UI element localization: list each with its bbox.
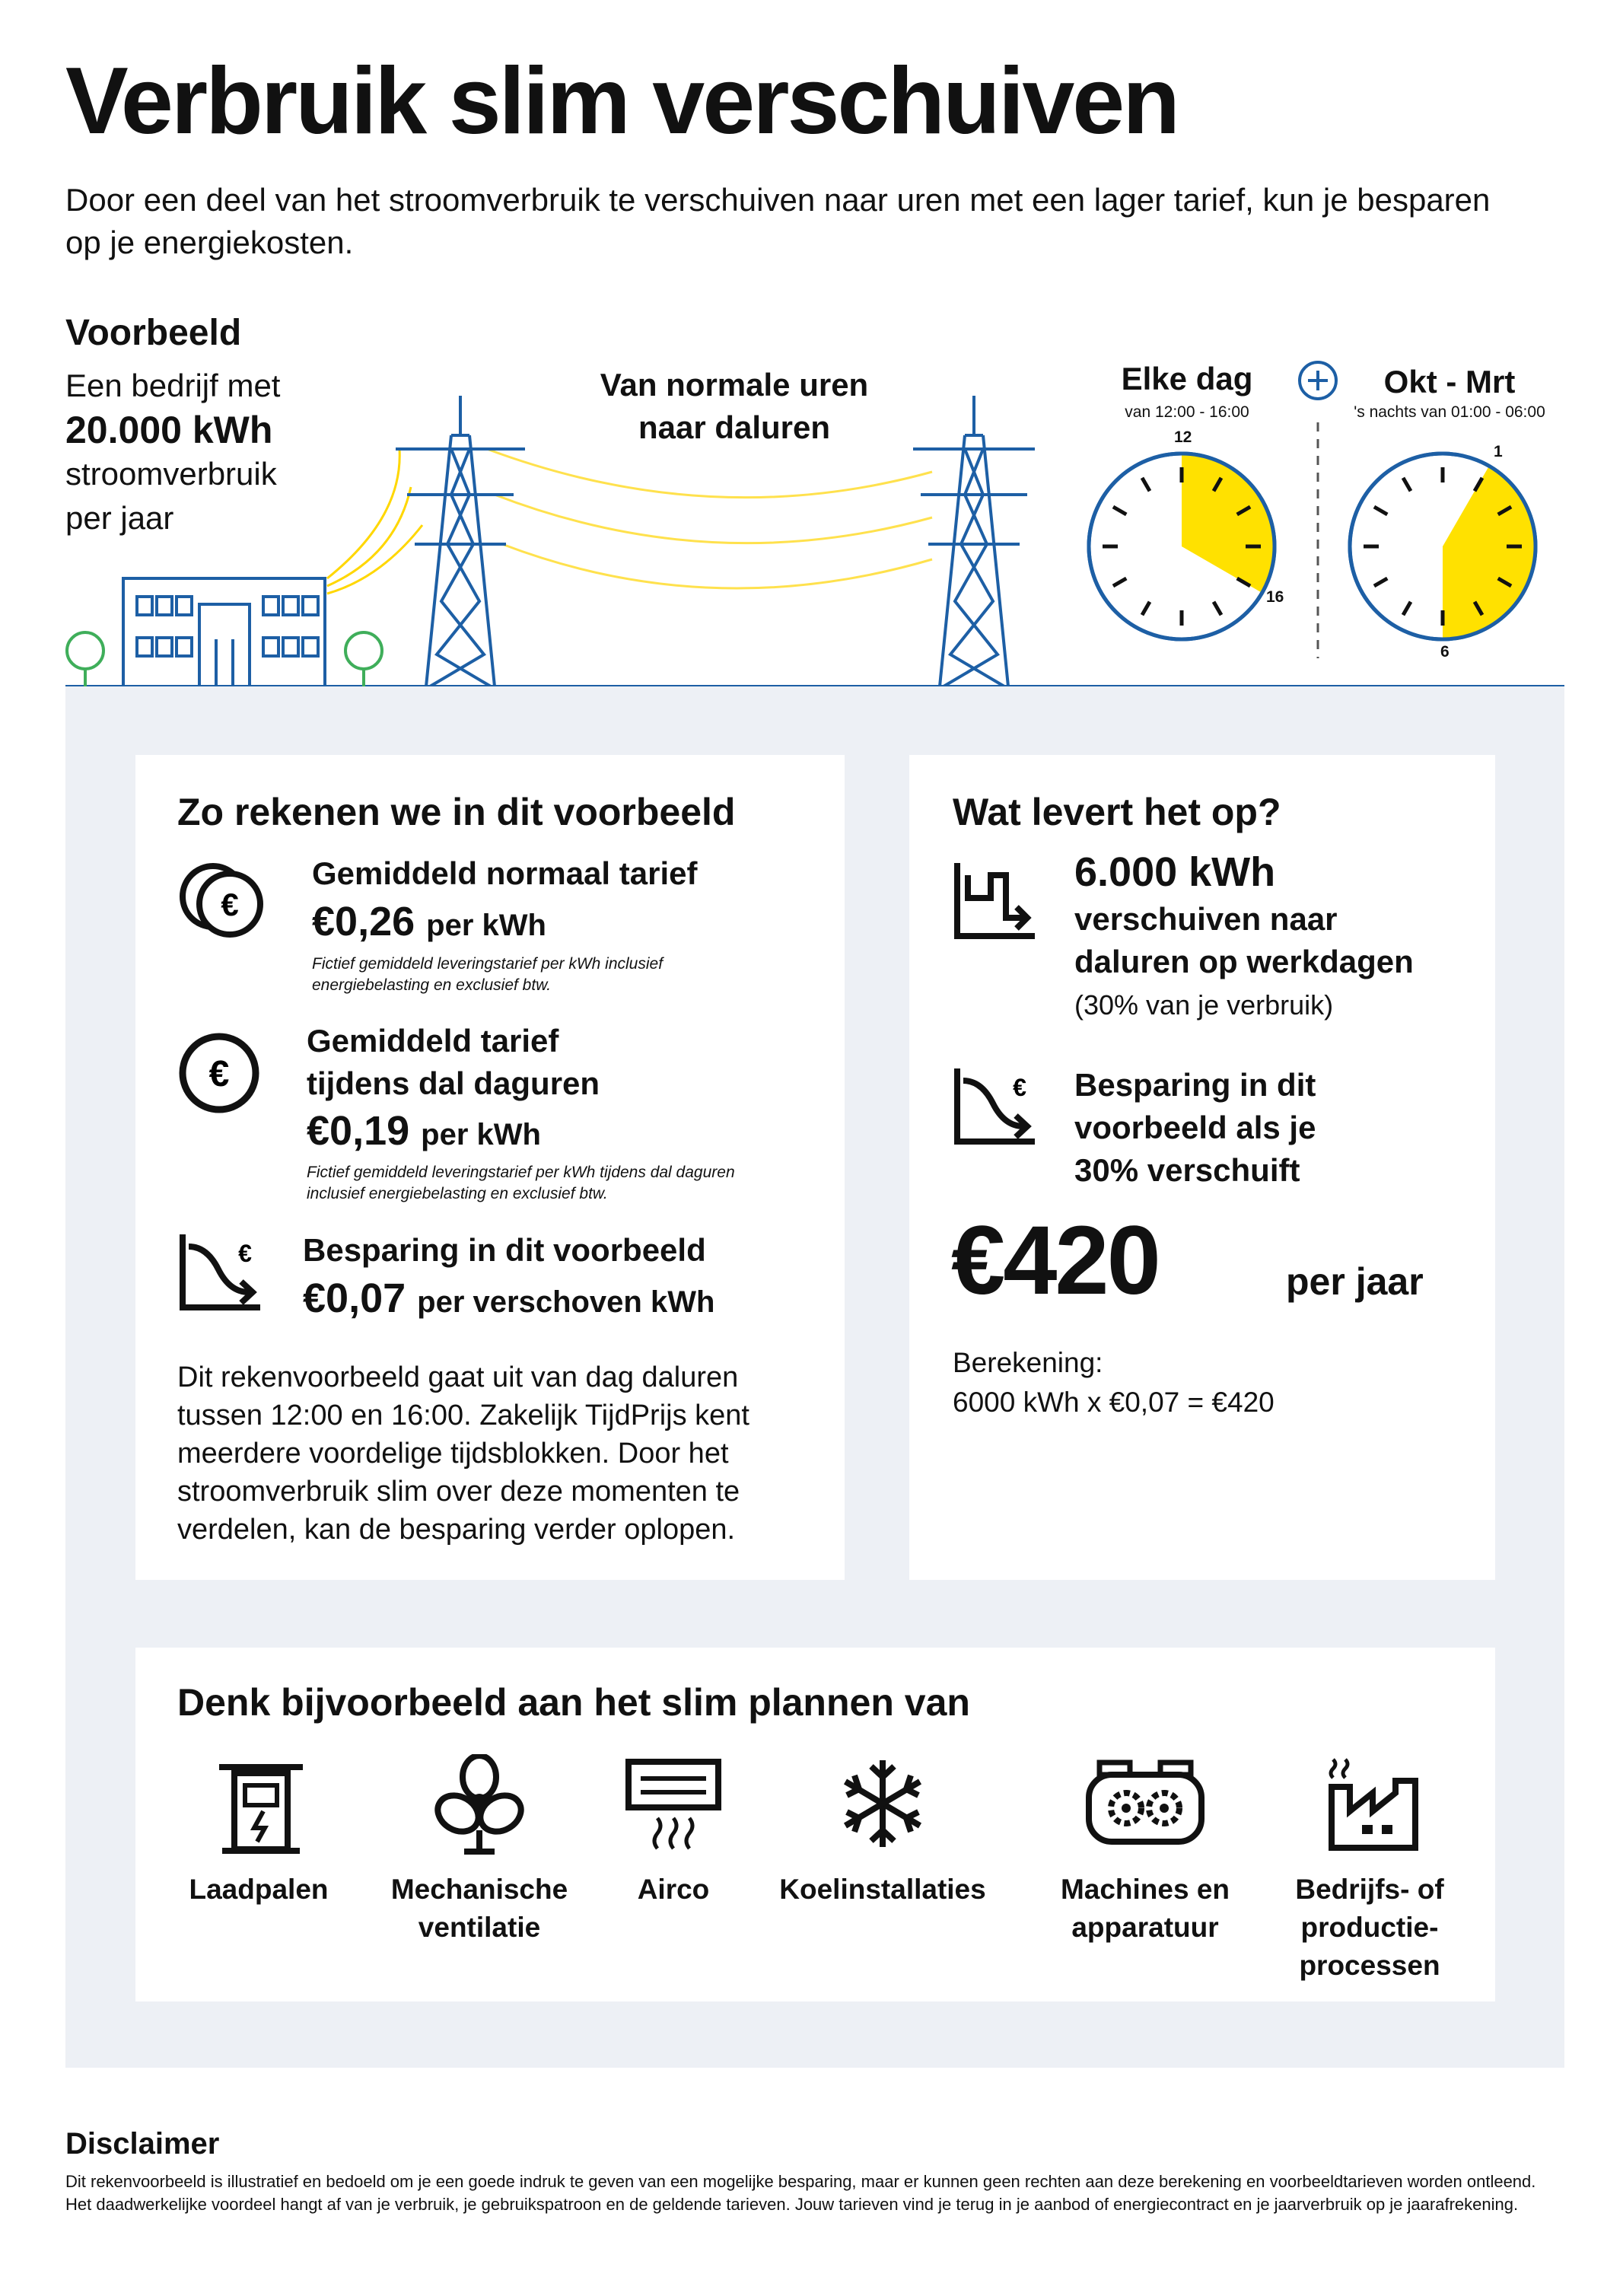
example-line-4: per jaar (65, 500, 174, 536)
clock-night-label-start: 1 (1494, 443, 1503, 460)
dal-tariff-label-1: Gemiddeld tarief (307, 1023, 559, 1059)
clock-night-icon (1350, 454, 1535, 639)
result-kwh-line-3: daluren op werkdagen (1074, 944, 1414, 979)
result-kwh-note: (30% van je verbruik) (1074, 989, 1334, 1021)
charging-station-icon (212, 1758, 310, 1857)
result-amount-unit: per jaar (1286, 1260, 1424, 1303)
plan-label: Bedrijfs- of productie- processen (1295, 1874, 1444, 1981)
dal-tariff-unit: per kWh (421, 1118, 541, 1151)
saving-unit: per verschoven kWh (417, 1285, 715, 1319)
example-line-3: stroomverbruik (65, 456, 277, 492)
snowflake-icon (833, 1754, 932, 1853)
clock-day-label-end: 16 (1266, 588, 1284, 606)
normal-tariff-label: Gemiddeld normaal tarief (312, 855, 698, 891)
intro-text: Door een deel van het stroomverbruik te verschuiven naar uren met een lager tarief, kun je besparen op je energiekosten. (65, 182, 1491, 260)
normal-tariff-price (312, 898, 546, 945)
svg-text:€: € (221, 887, 239, 922)
svg-text:€: € (238, 1240, 252, 1267)
calc-formula-label: Berekening: (953, 1347, 1103, 1378)
normal-tariff-unit: per kWh (426, 909, 546, 942)
saving-chart-icon (177, 1231, 268, 1315)
clock-night-sub: 's nachts van 01:00 - 06:00 (1354, 403, 1545, 421)
result-saving-label (1074, 1064, 1316, 1192)
shift-chart-icon (951, 860, 1042, 944)
plan-label: Laadpalen (189, 1874, 329, 1905)
disclaimer-heading: Disclaimer (65, 2127, 220, 2161)
svg-text:€: € (1013, 1074, 1026, 1101)
result-kwh-line-2: verschuiven naar (1074, 901, 1338, 937)
tree-icon (345, 632, 382, 686)
clock-night-label-end: 6 (1440, 643, 1450, 661)
result-kwh-lines (1074, 898, 1414, 983)
result-saving-line-3: 30% verschuift (1074, 1152, 1300, 1188)
cables-building (327, 449, 422, 594)
saving-chart-icon (951, 1065, 1042, 1149)
shift-label-line-1: Van normale uren (600, 367, 869, 403)
clock-day-title: Elke dag (1121, 361, 1253, 396)
plan-label: Koelinstallaties (779, 1874, 986, 1905)
plan-label: Airco (637, 1874, 710, 1905)
normal-tariff-value: €0,26 (312, 899, 415, 944)
calc-paragraph: Dit rekenvoorbeeld gaat uit van dag daluren tussen 12:00 en 16:00. Zakelijk TijdPrijs kent meerdere voordelige tijdsblokken. Door het stroomverbruik slim over deze momenten te verdelen, kan de besparing verder oplopen. (177, 1361, 749, 1546)
euro-icon (175, 1029, 266, 1120)
result-amount: €420 (951, 1206, 1159, 1315)
calc-formula: 6000 kWh x €0,07 = €420 (953, 1387, 1275, 1418)
result-kwh: 6.000 kWh (1074, 849, 1276, 895)
page-title: Verbruik slim verschuiven (65, 49, 1178, 154)
plan-label: Machines en apparatuur (1060, 1874, 1230, 1943)
factory-icon (1322, 1750, 1421, 1853)
svg-text:€: € (208, 1054, 230, 1094)
clock-day-sub: van 12:00 - 16:00 (1125, 403, 1249, 421)
pylon-icon (396, 396, 525, 686)
dal-tariff-label-2: tijdens dal daguren (307, 1065, 600, 1101)
clock-day-icon (1089, 454, 1275, 639)
normal-tariff-note: Fictief gemiddeld leveringstarief per kWh inclusief energiebelasting en exclusief btw. (312, 955, 664, 994)
plan-label: Mechanische ventilatie (390, 1874, 568, 1943)
shift-label-line-2: naar daluren (638, 409, 831, 445)
dal-tariff-note: Fictief gemiddeld leveringstarief per kWh tijdens dal daguren inclusief energiebelasting en exclusief btw. (307, 1164, 735, 1202)
tree-icon (67, 632, 103, 686)
dal-tariff-label (307, 1020, 600, 1105)
energy-illustration (0, 0, 1623, 700)
dal-tariff-value: €0,19 (307, 1108, 410, 1154)
pylon-icon (913, 396, 1035, 686)
cables-pylons (487, 449, 932, 588)
dal-tariff-price (307, 1107, 541, 1154)
saving-price (303, 1275, 714, 1322)
result-saving-line-1: Besparing in dit (1074, 1067, 1316, 1103)
plan-heading: Denk bijvoorbeeld aan het slim plannen van (177, 1681, 970, 1724)
result-heading: Wat levert het op? (953, 791, 1281, 833)
calc-heading: Zo rekenen we in dit voorbeeld (177, 791, 736, 833)
clock-day-label-start: 12 (1174, 428, 1192, 446)
building-icon (123, 578, 325, 686)
example-amount: 20.000 kWh (65, 409, 273, 451)
coins-euro-icon (177, 858, 275, 942)
saving-label: Besparing in dit voorbeeld (303, 1232, 706, 1268)
machine-icon (1084, 1758, 1206, 1849)
saving-value: €0,07 (303, 1275, 406, 1321)
airco-icon (624, 1754, 723, 1853)
result-saving-line-2: voorbeeld als je (1074, 1110, 1316, 1145)
example-heading: Voorbeeld (65, 313, 242, 353)
disclaimer-text: Dit rekenvoorbeeld is illustratief en bedoeld om je een goede indruk te geven van een mogelijke besparing, maar er kunnen geen rechten aan deze berekening en voorbeeldtarieven worden ontleend. Het daadwerkelijke voordeel hangt af van je verbruik, je gebruikspatroon en de geldende tarieven. Jouw tarieven vind je terug in je aanbod of energiecontract en je jaarverbruik op je jaarafrekening. (65, 2172, 1536, 2214)
example-line-1: Een bedrijf met (65, 368, 281, 403)
clock-night-title: Okt - Mrt (1383, 364, 1516, 400)
fan-icon (430, 1754, 529, 1857)
